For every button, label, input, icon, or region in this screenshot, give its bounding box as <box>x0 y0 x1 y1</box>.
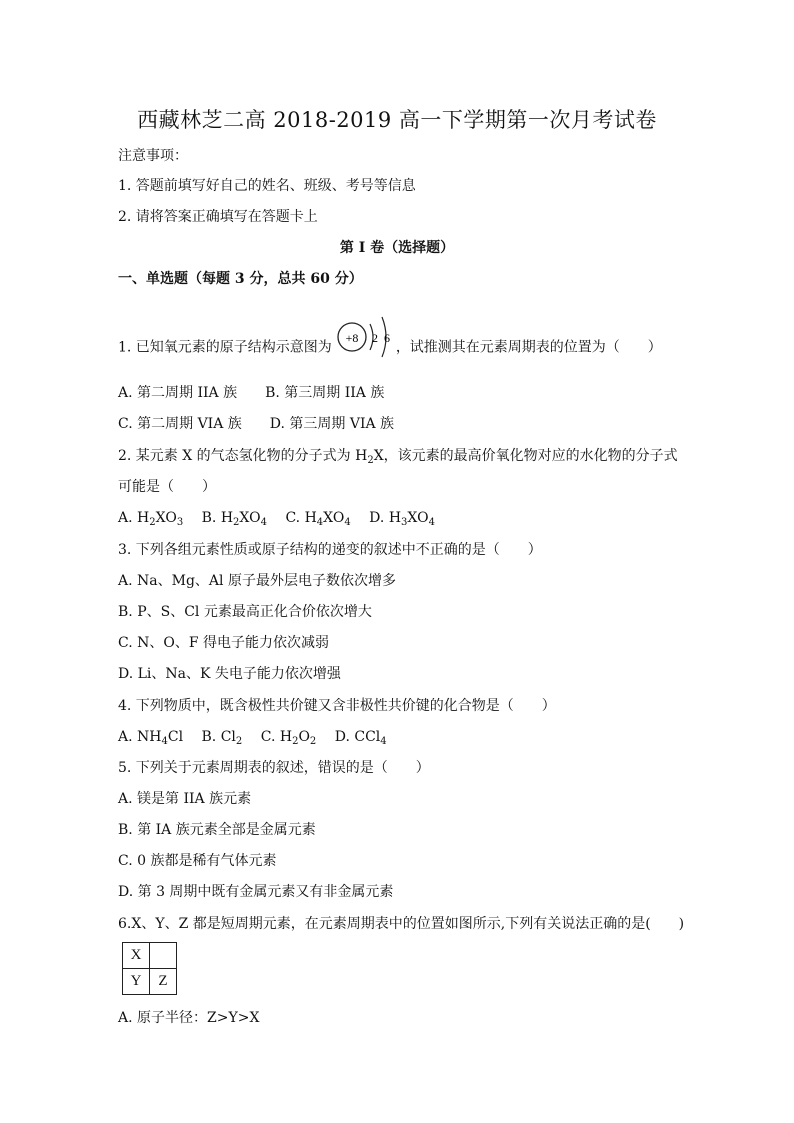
question-4-options: A. $NH_4Cl$ B. $Cl_2$ C. $H_2O_2$ D. CCl$_4$ <box>118 729 387 747</box>
exam-title: 西藏林芝二高 2018-2019 高一下学期第一次月考试卷 <box>137 108 657 132</box>
question-5-option: C. 0 族都是稀有气体元素 <box>118 853 277 869</box>
question-3-option: A. Na、Mg、Al 原子最外层电子数依次增多 <box>118 573 396 589</box>
question-1-options: A. 第二周期 IIA 族 B. 第三周期 IIA 族 <box>118 385 385 401</box>
question-2-stem-cont: 可能是（ ） <box>118 479 216 495</box>
notice-item: 2. 请将答案正确填写在答题卡上 <box>118 209 318 225</box>
nucleus-charge-label: +8 <box>345 331 359 345</box>
question-6-stem: 6.X、Y、Z 都是短周期元素，在元素周期表中的位置如图所示,下列有关说法正确的是( ) <box>118 916 685 932</box>
grid-cell-z: Z <box>150 969 177 995</box>
question-3-stem: 3. 下列各组元素性质或原子结构的递变的叙述中不正确的是（ ） <box>118 542 542 558</box>
question-2-stem: 2. 某元素 X 的气态氢化物的分子式为 $H_2X$，该元素的最高价氧化物对应的水化物的分子式 <box>118 448 678 466</box>
question-5-option: B. 第 IA 族元素全部是金属元素 <box>118 822 316 838</box>
question-2-options: A. $H_2XO_3$ B. $H_2XO_4$ C. $H_4XO_4$ D. $H_3XO_4$ <box>118 510 435 528</box>
question-5-stem: 5. 下列关于元素周期表的叙述，错误的是（ ） <box>118 760 430 776</box>
grid-cell-x: X <box>123 943 150 969</box>
grid-cell-empty <box>150 943 177 969</box>
question-5-option: D. 第 3 周期中既有金属元素又有非金属元素 <box>118 884 394 900</box>
question-3-option: C. N、O、F 得电子能力依次减弱 <box>118 635 330 651</box>
shell-2-electrons: 6 <box>383 331 390 345</box>
question-3-option: B. P、S、Cl 元素最高正化合价依次增大 <box>118 604 372 620</box>
shell-1-electrons: 2 <box>371 331 378 345</box>
periodic-position-grid <box>122 942 177 995</box>
grid-cell-y: Y <box>123 969 150 995</box>
question-3-option: D. Li、Na、K 失电子能力依次增强 <box>118 666 341 682</box>
section-title: 一、单选题（每题 3 分，总共 60 分） <box>118 271 363 287</box>
notice-heading: 注意事项： <box>118 148 188 164</box>
question-1 <box>118 312 662 383</box>
question-1-options: C. 第二周期 VIA 族 D. 第三周期 VIA 族 <box>118 416 395 432</box>
question-5-option: A. 镁是第 IIA 族元素 <box>118 791 252 807</box>
question-4-stem: 4. 下列物质中，既含极性共价键又含非极性共价键的化合物是（ ） <box>118 698 556 714</box>
question-1-stem: 1. 已知氧元素的原子结构示意图为 <box>118 339 332 356</box>
question-1-stem-end: ，试推测其在元素周期表的位置为（ ） <box>395 339 662 356</box>
oxygen-atom-diagram <box>334 312 394 383</box>
part-title: 第 I 卷（选择题） <box>339 240 455 256</box>
notice-item: 1. 答题前填写好自己的姓名、班级、考号等信息 <box>118 178 416 194</box>
question-6-option: A. 原子半径：Z>Y>X <box>118 1010 260 1026</box>
